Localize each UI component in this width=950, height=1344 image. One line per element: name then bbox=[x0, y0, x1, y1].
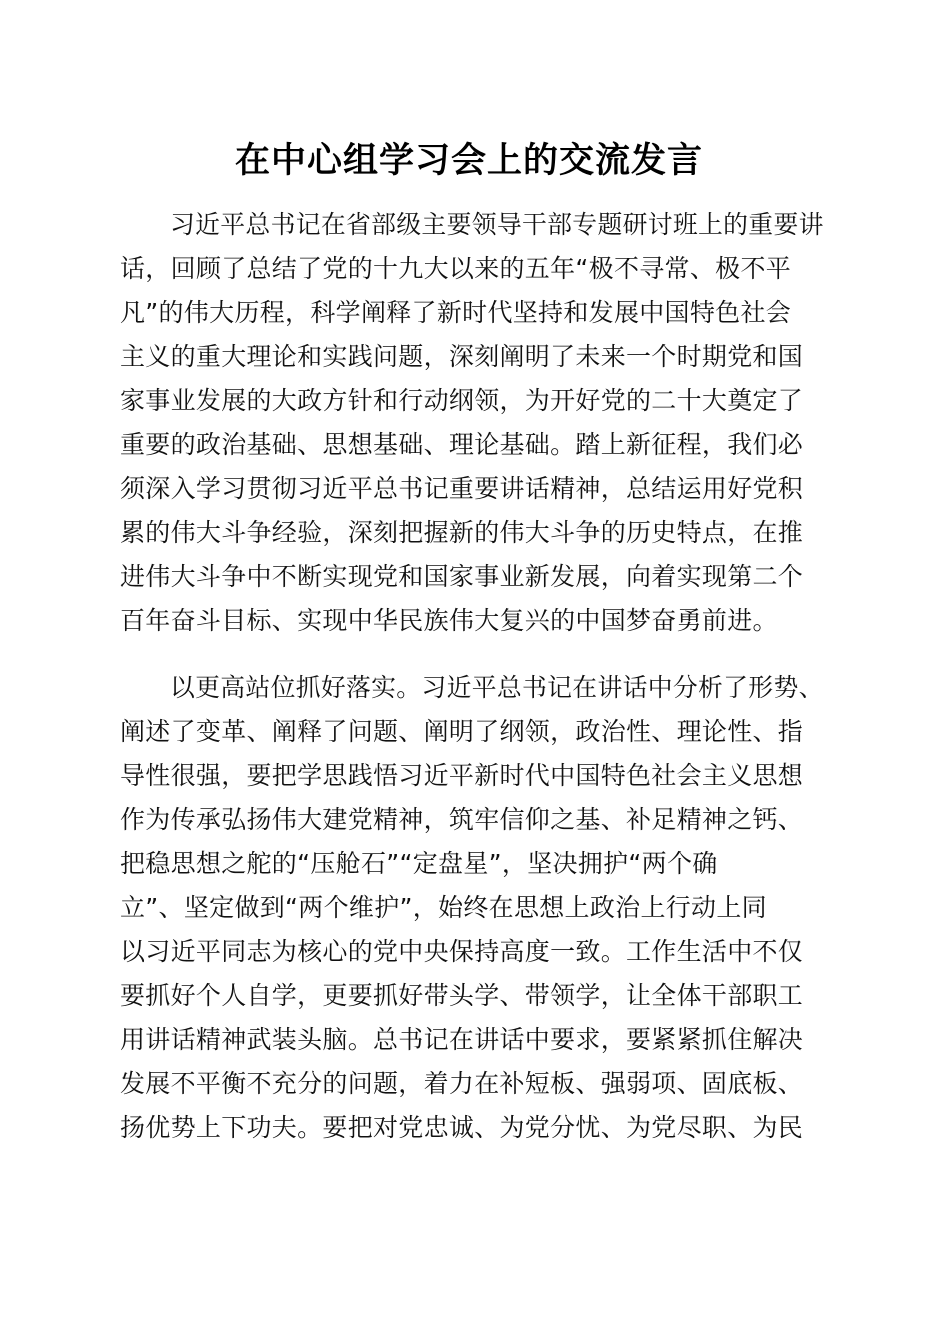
text-line: 家事业发展的大政方针和行动纲领，为开好党的二十大奠定了 bbox=[120, 386, 804, 415]
paragraph-1 bbox=[120, 203, 824, 643]
text-line: 作为传承弘扬伟大建党精神，筑牢信仰之基、补足精神之钙、 bbox=[120, 805, 804, 834]
paragraph-2 bbox=[120, 666, 824, 1150]
text-line: 把稳思想之舵的“压舱石”“定盘星”，坚决拥护“两个确 bbox=[120, 849, 718, 878]
text-line: 要抓好个人自学，更要抓好带头学、带领学，让全体干部职工 bbox=[120, 981, 804, 1010]
document-title: 在中心组学习会上的交流发言 bbox=[234, 140, 703, 181]
text-line: 以更高站位抓好落实。习近平总书记在讲话中分析了形势、 bbox=[170, 673, 824, 702]
text-line: 累的伟大斗争经验，深刻把握新的伟大斗争的历史特点，在推 bbox=[120, 518, 804, 547]
text-line: 重要的政治基础、思想基础、理论基础。踏上新征程，我们必 bbox=[120, 430, 804, 459]
text-line: 发展不平衡不充分的问题，着力在补短板、强弱项、固底板、 bbox=[120, 1069, 804, 1098]
text-line: 导性很强，要把学思践悟习近平新时代中国特色社会主义思想 bbox=[120, 761, 804, 790]
text-line: 主义的重大理论和实践问题，深刻阐明了未来一个时期党和国 bbox=[120, 342, 804, 371]
text-line: 习近平总书记在省部级主要领导干部专题研讨班上的重要讲 bbox=[170, 210, 824, 239]
text-line: 进伟大斗争中不断实现党和国家事业新发展，向着实现第二个 bbox=[120, 562, 804, 591]
text-line: 扬优势上下功夫。要把对党忠诚、为党分忧、为党尽职、为民 bbox=[120, 1113, 804, 1142]
text-line: 以习近平同志为核心的党中央保持高度一致。工作生活中不仅 bbox=[120, 937, 804, 966]
text-line: 用讲话精神武装头脑。总书记在讲话中要求，要紧紧抓住解决 bbox=[120, 1025, 804, 1054]
text-line: 阐述了变革、阐释了问题、阐明了纲领，政治性、理论性、指 bbox=[120, 717, 804, 746]
text-line: 凡”的伟大历程，科学阐释了新时代坚持和发展中国特色社会 bbox=[120, 298, 792, 327]
text-line: 话，回顾了总结了党的十九大以来的五年“极不寻常、极不平 bbox=[120, 254, 792, 283]
text-line: 须深入学习贯彻习近平总书记重要讲话精神，总结运用好党积 bbox=[120, 474, 804, 503]
text-line: 立”、坚定做到“两个维护”，始终在思想上政治上行动上同 bbox=[120, 893, 767, 922]
text-line: 百年奋斗目标、实现中华民族伟大复兴的中国梦奋勇前进。 bbox=[120, 606, 778, 635]
